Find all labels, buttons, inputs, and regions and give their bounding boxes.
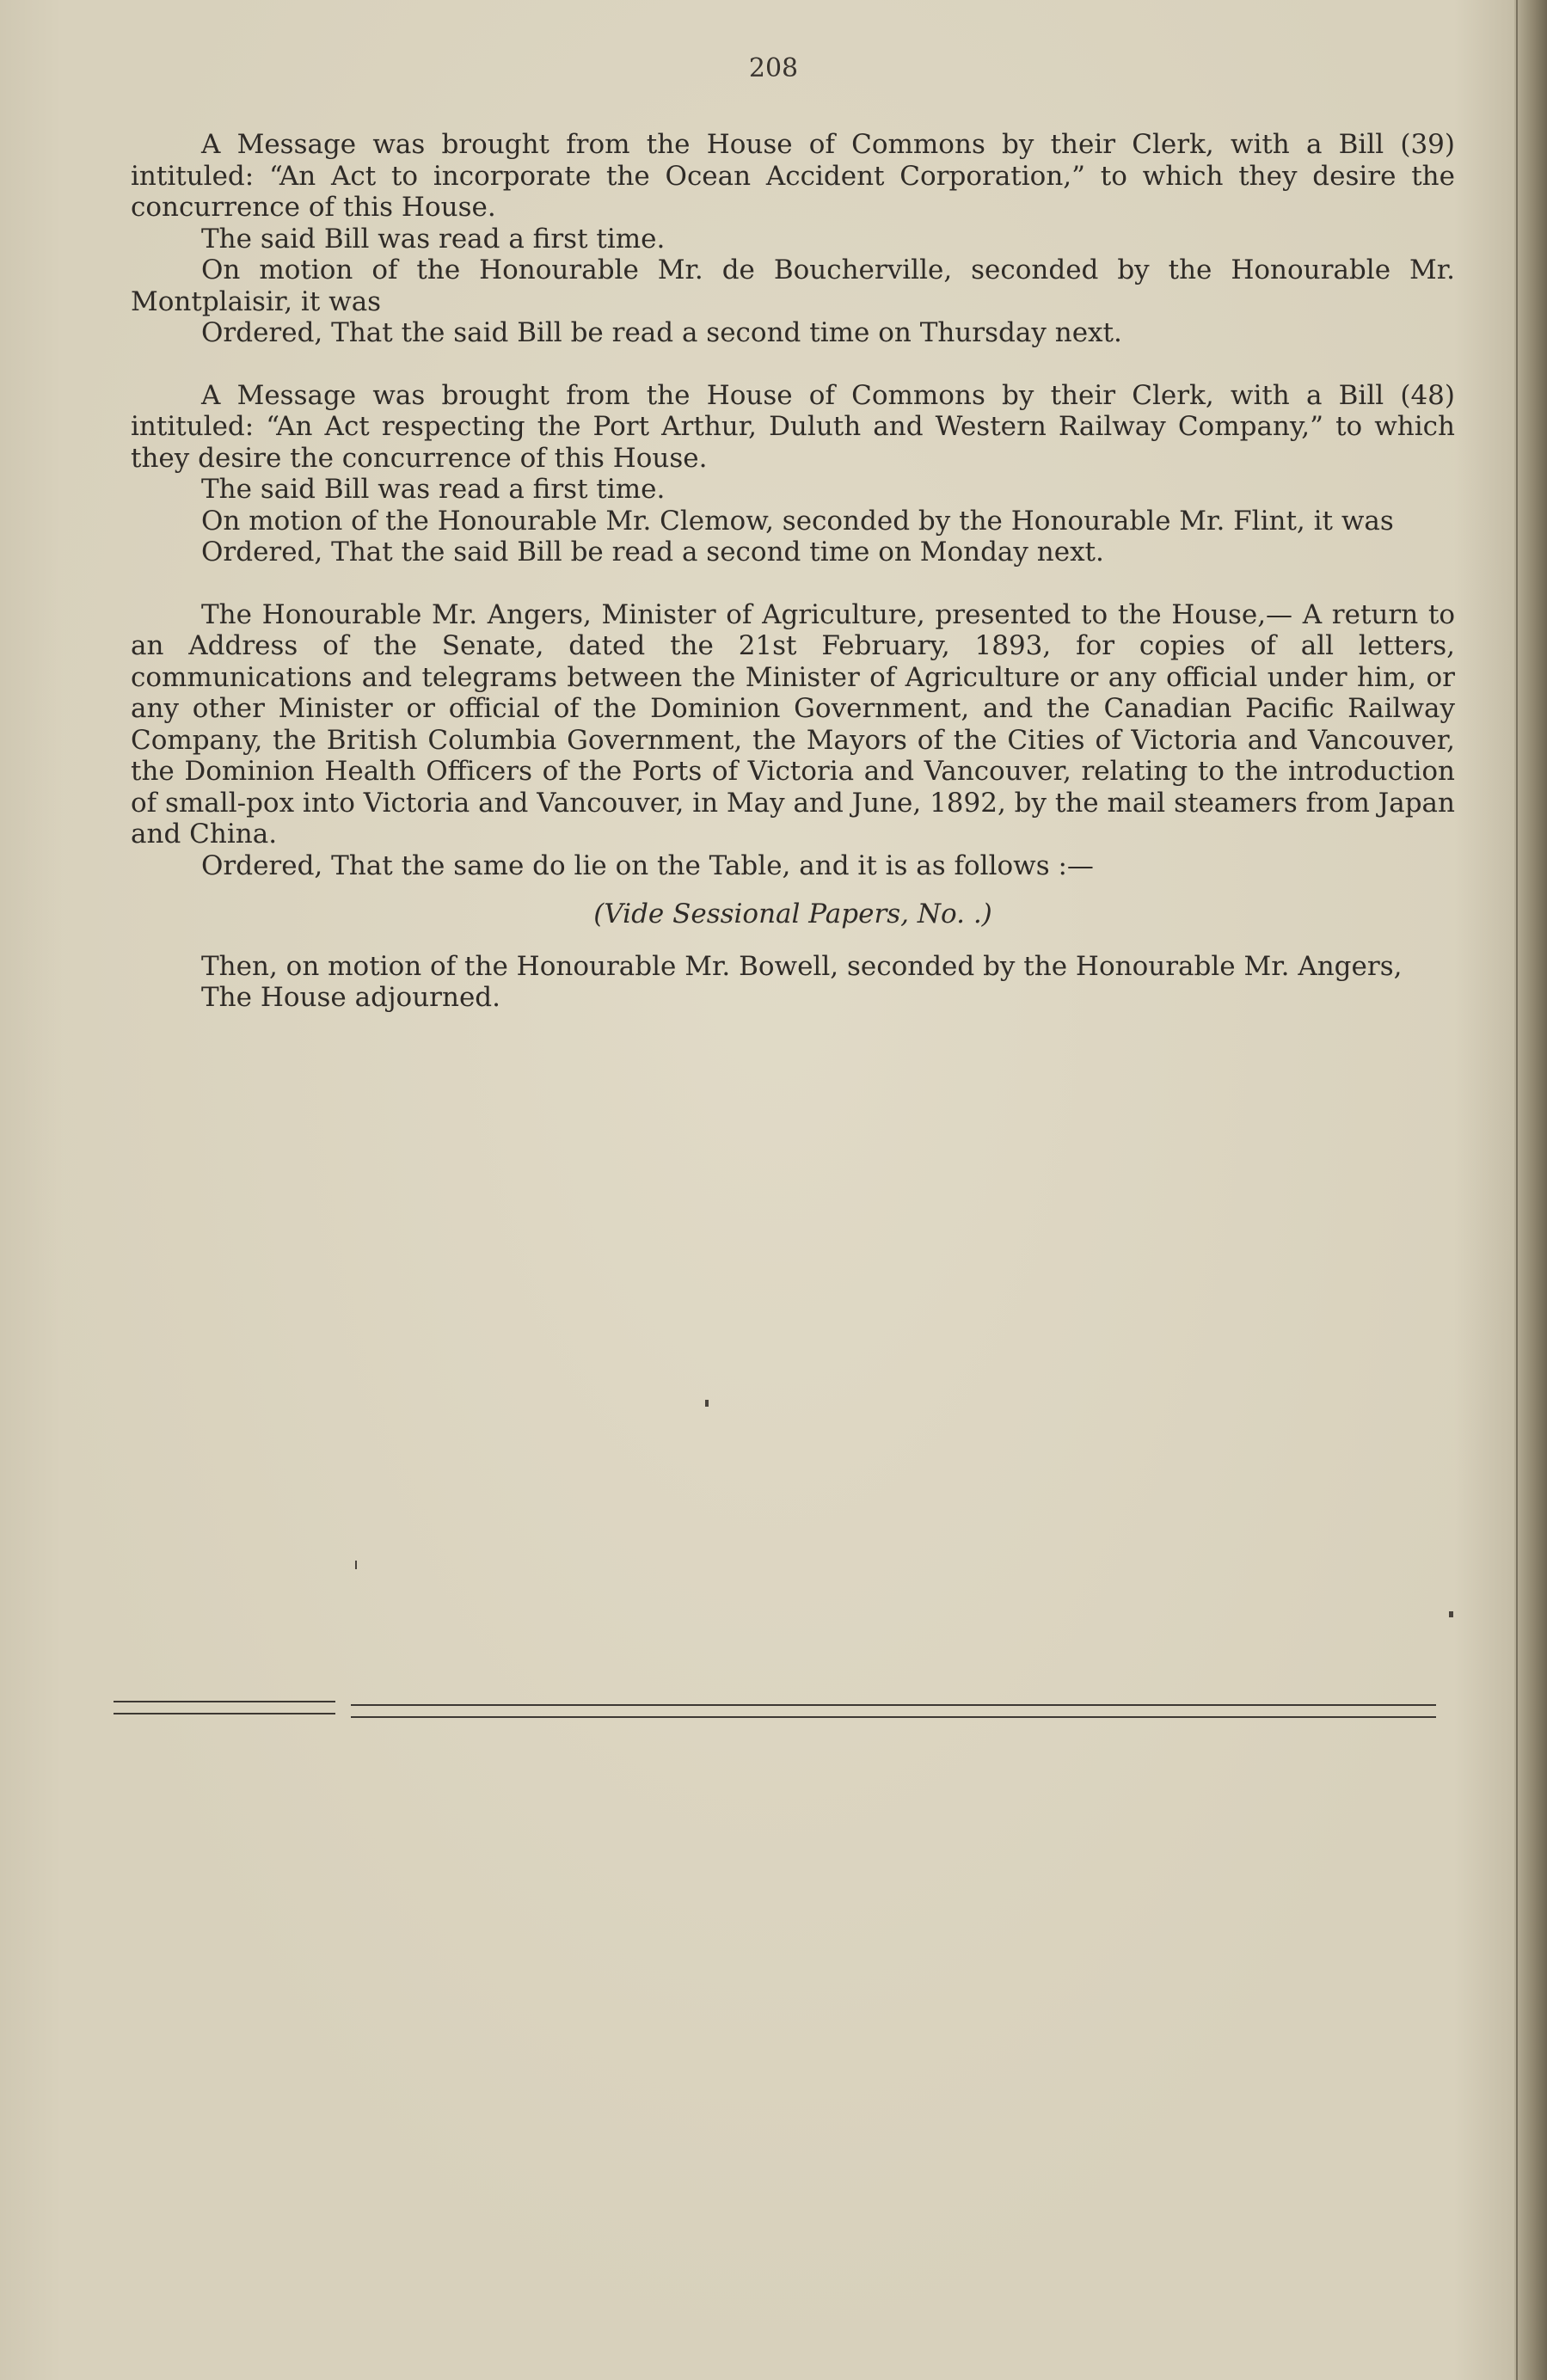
paper-speck xyxy=(1449,1611,1453,1617)
paragraph-first-reading-48: The said Bill was read a first time. xyxy=(201,474,666,505)
paragraph-message-bill-48: A Message was brought from the House of Commons by their Clerk, with a Bill (48) intituled: “An Act respecting the Port Arthur, Duluth and Western Railway Company,” to which they desire the concurrence of this House. xyxy=(131,379,1455,474)
binding-gutter xyxy=(1514,0,1547,2380)
paragraph-order-48: Ordered, That the said Bill be read a second time on Monday next. xyxy=(201,537,1104,567)
paper-speck xyxy=(705,1400,709,1407)
sessional-papers-reference: (Vide Sessional Papers, No. .) xyxy=(593,899,992,929)
section-gap xyxy=(131,568,1455,599)
page-number: 208 xyxy=(748,53,799,83)
section-gap xyxy=(131,349,1455,380)
paragraph-house-adjourned: The House adjourned. xyxy=(201,982,501,1013)
paragraph-return-presented: The Honourable Mr. Angers, Minister of Agriculture, presented to the House,— A return to an Address of the Senate, dated the 21st February, 1893, for copies of all letters, communications and telegrams between the Minister of Agriculture or any official under him, or any other Minister or official of the Dominion Government, and the Canadian Pacific Railway Company, the British Columbia Government, the Mayors of the Cities of Victoria and Vancouver, the Dominion Health Officers of the Ports of Victoria and Vancouver, relating to the introduction of small-pox into Victoria and Vancouver, in May and June, 1892, by the mail steamers from Japan and China. xyxy=(131,598,1455,850)
paragraph-motion-48: On motion of the Honourable Mr. Clemow, seconded by the Honourable Mr. Flint, it was xyxy=(201,505,1394,537)
paragraph-adjournment-motion: Then, on motion of the Honourable Mr. Bowell, seconded by the Honourable Mr. Angers, xyxy=(201,950,1403,982)
paragraph-motion-39: On motion of the Honourable Mr. de Boucherville, seconded by the Honourable Mr. Montplaisir, it was xyxy=(131,255,1455,317)
closing-rule-long-top xyxy=(351,1704,1436,1706)
binding-edge-line xyxy=(1516,0,1518,2380)
closing-rule-short-top xyxy=(114,1701,335,1702)
closing-rule-short-bottom xyxy=(114,1713,335,1714)
paragraph-order-table: Ordered, That the same do lie on the Table, and it is as follows :— xyxy=(201,850,1094,881)
paragraph-first-reading-39: The said Bill was read a first time. xyxy=(201,223,666,255)
journal-text xyxy=(131,129,1455,1014)
paragraph-message-bill-39: A Message was brought from the House of Commons by their Clerk, with a Bill (39) intituled: “An Act to incorporate the Ocean Accident Corporation,” to which they desire the concurrence of this House. xyxy=(131,129,1455,223)
paragraph-order-39: Ordered, That the said Bill be read a second time on Thursday next. xyxy=(201,317,1122,348)
closing-rule-long-bottom xyxy=(351,1716,1436,1718)
paper-speck xyxy=(355,1561,357,1569)
